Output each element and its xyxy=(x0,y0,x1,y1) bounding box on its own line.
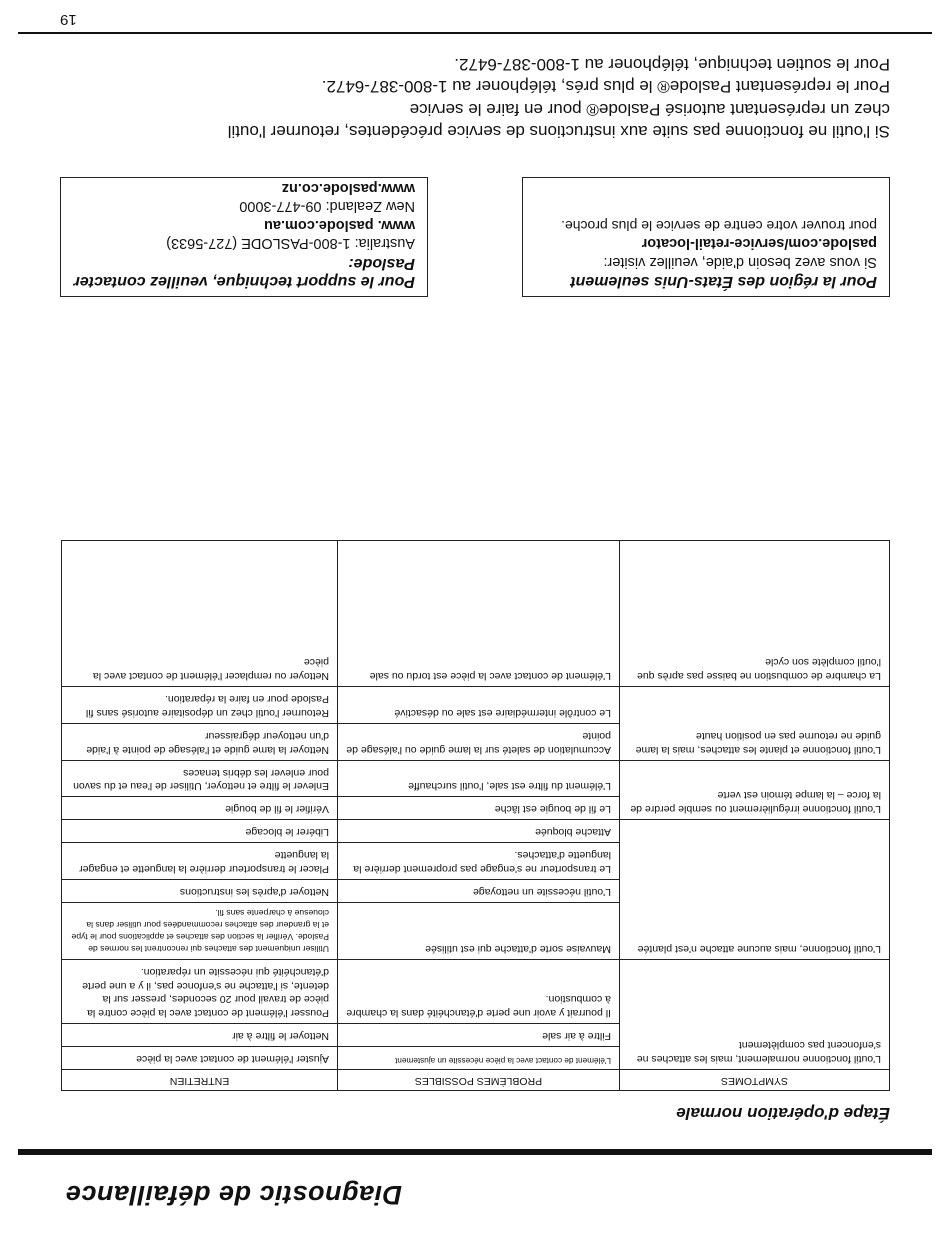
remedy-cell: Pousser l'élément de contact avec la pièce contre la pièce de travail pour 20 secondes, presser sur la detente, si l'attache ne s'enfonce pas, il y a une perte d'étanchéité qui nécessite un réparation. xyxy=(62,959,338,1023)
service-instructions xyxy=(50,52,890,142)
us-support-line: Si vous avez besoin d'aide, veuillez visiter: xyxy=(603,253,877,270)
page-number: 19 xyxy=(60,11,77,28)
new-zealand-url[interactable]: www.paslode.co.nz xyxy=(281,180,415,196)
problem-cell: Mauvaise sorte d'attache qui est utilisée xyxy=(338,902,620,959)
remedy-cell: Vérifier le fil de bougie xyxy=(62,797,338,820)
remedy-cell: Enlever le filtre et nettoyer, Utiliser de l'eau et du savon pour enlever les débris tenaces xyxy=(62,760,338,797)
symptom-cell: La chambre de combustion ne baisse pas après que l'outil complète son cycle xyxy=(620,541,890,687)
remedy-cell: Ajuster l'élément de contact avec la pièce xyxy=(62,1047,338,1070)
remedy-cell: Utiliser uniquement des attaches qui rencontrent les normes de Paslode. Vérifier la section des attaches et applications pour le type et la grandeur des attaches recommandées pour utiliser dans la clouesue à charpente sans fil. xyxy=(62,902,338,959)
footer-rule xyxy=(18,32,932,34)
section-title: Étape d'opération normale xyxy=(676,1104,890,1123)
table-row xyxy=(62,723,890,760)
problem-cell: L'élément de contact avec la pièce est tordu ou sale xyxy=(338,541,620,687)
remedy-cell: Nettoyer la lame guide et l'alésage de pointe à l'aide d'un nettoyeur dégraisseur xyxy=(62,723,338,760)
problem-cell: Le transporteur ne s'engage pas proprement derrière la languette d'attaches. xyxy=(338,843,620,880)
problem-cell: Il pourrait y avoir une perte d'étanchéité dans la chambre à combustion. xyxy=(338,959,620,1023)
us-support-title: Pour la région des États-Unis seulement xyxy=(570,273,877,290)
problem-cell: Filtre à air sale xyxy=(338,1024,620,1047)
problem-cell: Attache bloquée xyxy=(338,820,620,843)
problem-cell: Le fil de bougie est lâche xyxy=(338,797,620,820)
remedy-cell: Nettoyer d'après les instructions xyxy=(62,879,338,902)
remedy-cell: Nettoyer ou remplacer l'élément de contact avec la pièce xyxy=(62,541,338,687)
symptom-cell: L'outil fonctionne normalement, mais les attaches ne s'enfoncent pas complètement xyxy=(620,959,890,1069)
title-bar xyxy=(18,1157,932,1237)
service-line: Pour le représentant Paslode® le plus prés, téléphoner au 1-800-387-6472. xyxy=(321,77,890,97)
page-title: Diagnostic de défaillance xyxy=(65,1180,402,1210)
table-row xyxy=(62,541,890,687)
table-header-row xyxy=(62,1070,890,1091)
table-row xyxy=(62,797,890,820)
remedy-cell: Placer le transporteur derrière la languette et engager la languette xyxy=(62,843,338,880)
us-support-url[interactable]: paslode.com/service-retail-locator xyxy=(641,235,877,252)
remedy-cell: Retourner l'outil chez un dépositaire autorisé sans fil Paslode pour en faire la réparation. xyxy=(62,687,338,724)
problem-cell: L'élément du filtre est sale, l'outil surchauffe xyxy=(338,760,620,797)
australia-phone: Australia: 1-800-PASLODE (727-5633) xyxy=(166,235,415,252)
symptom-cell: L'outil fonctionne irrégulièrement ou semble perdre de la force – la lampe témoin est verte xyxy=(620,760,890,820)
tech-support-title: Pour le support technique, veuillez contacter Paslode: xyxy=(73,254,415,290)
new-zealand-phone: New Zealand: 09-477-3000 xyxy=(239,198,415,215)
service-line: chez un représentant autorisé Paslode® pour en faire le service xyxy=(409,99,890,119)
header-problems: PROBLÈMES POSSIBLES xyxy=(338,1070,620,1091)
remedy-cell: Nettoyer le filtre à air xyxy=(62,1024,338,1047)
problem-cell: L'outil nécessite un nettoyage xyxy=(338,879,620,902)
problem-cell: Accumulation de saleté sur la lame guide ou l'alésage de pointe xyxy=(338,723,620,760)
header-symptoms: SYMPTOMES xyxy=(620,1070,890,1091)
header-maintenance: ENTRETIEN xyxy=(62,1070,338,1091)
us-support-line: pour trouver votre centre de service le plus proche. xyxy=(561,217,877,234)
symptom-cell: L'outil fonctionne et plante les attaches, mais la lame guide ne retourne pas en position haute xyxy=(620,687,890,760)
problem-cell: Le contrôle intermédiaire est sale ou désactivé xyxy=(338,687,620,724)
service-line: Si l'outil ne fonctionne pas suite aux instructions de service précédentes, retourner l'outil xyxy=(227,122,890,141)
australia-url[interactable]: www. paslode.com.au xyxy=(264,216,415,233)
troubleshooting-table xyxy=(61,540,890,1091)
problem-cell: L'élément de contact avec la pièce nécessite un ajustement xyxy=(338,1047,620,1070)
title-rule xyxy=(18,1149,932,1155)
tech-support-box xyxy=(60,177,428,297)
service-line: Pour le soutien technique, téléphoner au 1-800-387-6472. xyxy=(454,54,890,74)
remedy-cell: Libérer le blocage xyxy=(62,820,338,843)
table-row xyxy=(62,1047,890,1070)
us-support-box xyxy=(522,177,890,297)
table-row xyxy=(62,902,890,959)
symptom-cell: L'outil fonctionne, mais aucune attache n'est plantée xyxy=(620,820,890,960)
